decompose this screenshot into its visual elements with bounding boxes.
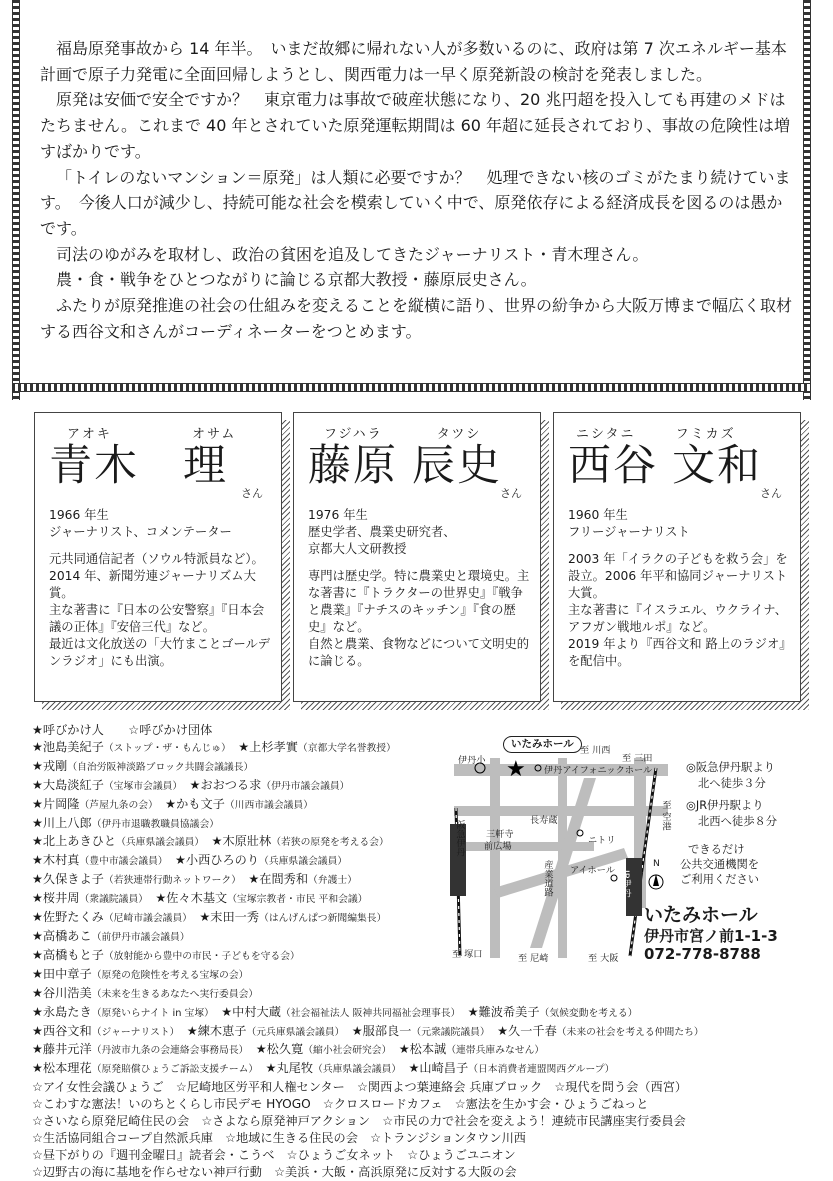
list-legend	[32, 722, 812, 739]
caller-name: ★高橋あこ	[32, 928, 92, 943]
caller-name: ★川上八郎	[32, 815, 92, 830]
caller-affiliation: （ジャーナリスト）	[91, 1026, 175, 1038]
reading-given: フミカズ	[675, 427, 736, 442]
group-row: ☆こわすな憲法！いのちとくらし市民デモ HYOGO ☆クロスロードカフェ ☆憲法を生かす会・ひょうごねっと	[32, 1097, 649, 1112]
caller-row	[32, 1041, 812, 1060]
statement-paragraph: 福島原発事故から 14 年半。 いまだ故郷に帰れない人が多数いるのに、政府は第 7 次エネルギー基本計画で原子力発電に全面回帰しようとし、関西電力は一早く原発新設の検討を発表しました。	[40, 39, 787, 84]
caller-affiliation: （兵庫県議会議員）	[259, 856, 348, 868]
caller-name: ★おおつる求	[189, 777, 262, 792]
caller-affiliation: （縮小社会研究会）	[303, 1045, 387, 1057]
caller-name: ★藤井元洋	[32, 1042, 92, 1057]
map-road	[490, 758, 500, 958]
map-label: 三軒寺	[486, 829, 514, 840]
honorific: さん	[500, 487, 522, 500]
family-name: 藤原	[308, 441, 398, 491]
caller-name: ★木原壯林	[211, 834, 272, 849]
caller-affiliation: （宝塚市会議員）	[103, 780, 178, 792]
caller-affiliation: （伊丹市退職教職員協議会）	[91, 818, 220, 830]
role-line: 京都大人文研教授	[308, 542, 407, 556]
caller-name: ★松久寛	[255, 1042, 304, 1057]
speaker-card-aoki	[34, 412, 282, 710]
caller-name: ★難波希美子	[467, 1004, 540, 1019]
venue-star-icon: ★	[506, 757, 526, 782]
venue-phone: 072-778-8788	[644, 945, 761, 963]
caller-row	[32, 1004, 812, 1023]
map-label: 至 川西	[580, 745, 611, 756]
map-label: 至 大阪	[588, 953, 619, 964]
birth-year: 1966 年生	[49, 508, 109, 522]
statement-paragraph: 原発は安価で安全ですか？ 東京電力は事故で破産状態になり、20 兆円超を投入しても再建のメドはたちません。これまで 40 年とされていた原発運転期間は 60 年超に延長されており、事故の危険性は増すばかりです。	[40, 90, 791, 161]
caller-affiliation: （放射能から豊中の市民・子どもを守る会）	[103, 950, 300, 962]
reading-family: アオキ	[67, 427, 112, 442]
caller-affiliation: （元兵庫県議会議員）	[246, 1026, 340, 1038]
caller-affiliation: （兵庫県議会議員）	[116, 837, 200, 849]
caller-affiliation: （芦屋九条の会）	[79, 799, 153, 811]
venue-name: いたみホール	[644, 904, 758, 926]
speaker-bio	[49, 507, 271, 670]
map-label: JR伊丹	[620, 870, 631, 898]
caller-name: ★西谷文和	[32, 1023, 92, 1038]
transit-note	[680, 842, 759, 887]
caller-name: ★佐々木基文	[155, 891, 228, 906]
speaker-card-nishitani	[553, 412, 801, 710]
caller-name: ★北上あきひと	[32, 834, 117, 849]
caller-name: ★丸尾牧	[265, 1061, 314, 1076]
caller-affiliation: （伊丹市議会議員）	[261, 780, 350, 792]
group-row: ☆生活協同組合コープ自然派兵庫 ☆地域に生きる住民の会 ☆トランジションタウン川西	[32, 1130, 526, 1145]
name-reading	[49, 423, 271, 441]
map-label: 至 三田	[622, 753, 653, 764]
caller-affiliation: （社会福祉法人 阪神共同福祉会理事長）	[280, 1007, 456, 1019]
statement-paragraph: 農・食・戦争をひとつながりに論じる京都大教授・藤原辰史さん。	[56, 270, 537, 290]
caller-name: ★久保きよ子	[32, 872, 104, 887]
reading-family: フジハラ	[324, 427, 383, 442]
caller-name: ★木村真	[32, 853, 80, 868]
role-line: 歴史学者、農業史研究者、	[308, 525, 456, 539]
caller-affiliation: （原発賠償ひょうご訴訟支援チーム）	[91, 1064, 254, 1076]
bio-line: 最近は文化放送の「大竹まことゴールデンラジオ」にも出演。	[49, 637, 271, 668]
caller-name: ★片岡隆	[32, 796, 80, 811]
caller-row	[32, 1060, 812, 1079]
honorific: さん	[760, 487, 782, 500]
legend-individual: ★呼びかけ人	[32, 723, 104, 737]
speaker-bio	[308, 507, 530, 670]
access-line: ◎阪急伊丹駅より	[686, 761, 775, 774]
caller-name: ★中村大蔵	[221, 1004, 281, 1019]
venue-info	[644, 903, 778, 963]
bio-line: 主な著書に『日本の公安警察』『日本会議の正体』『安倍三代』など。	[49, 603, 265, 634]
caller-name: ★永島たき	[32, 1004, 92, 1019]
caller-name: ★山崎昌子	[408, 1061, 469, 1076]
statement	[40, 36, 792, 344]
statement-paragraph: ふたりが原発推進の社会の仕組みを変えることを縦横に語り、世界の紛争から大阪万博まで幅広く取材する西谷文和さんがコーディネーターをつとめます。	[40, 296, 793, 341]
access-directions	[686, 760, 777, 830]
speaker-bio	[568, 507, 790, 670]
transit-line: できるだけ	[688, 843, 745, 856]
speaker-card-fujihara	[293, 412, 541, 710]
role-line: フリージャーナリスト	[568, 525, 690, 539]
caller-affiliation: （兵庫県議会議員）	[313, 1064, 397, 1076]
caller-name: ★桜井周	[32, 891, 80, 906]
caller-name: ★練木恵子	[186, 1023, 247, 1038]
map-label: 至 塚口	[452, 949, 483, 960]
speaker-name	[49, 441, 271, 491]
bio-line: 2019 年より『西谷文和 路上のラジオ』を配信中。	[568, 637, 786, 668]
access-line: ◎JR伊丹駅より	[686, 799, 764, 812]
caller-affiliation: （弁護士）	[308, 875, 357, 887]
caller-affiliation: （ストップ・ザ・もんじゅ）	[103, 742, 227, 754]
family-name: 西谷	[568, 441, 658, 491]
caller-affiliation: （尼崎市議会議員）	[103, 913, 188, 925]
bio-line: 自然と農業、食物などについて文明史的に論じる。	[308, 637, 530, 668]
caller-affiliation: （豊中市議会議員）	[79, 856, 163, 868]
bio-line: 専門は歴史学。特に農業史と環境史。主な著書に『トラクターの世界史』『戦争と農業』『ナチスのキッチン』『食の歴史』など。	[308, 569, 530, 634]
map-label: アイホール	[570, 865, 615, 876]
caller-name: ★かも文子	[165, 796, 225, 811]
speaker-name	[568, 441, 790, 491]
frame-left-border	[12, 0, 20, 400]
caller-name: ★池島美紀子	[32, 739, 104, 754]
caller-name: ★在間秀和	[248, 872, 309, 887]
access-line: 北西へ徒歩８分	[698, 815, 778, 828]
groups-list	[32, 1079, 812, 1180]
caller-affiliation: （丹波市九条の会連絡会事務局長）	[91, 1045, 244, 1057]
transit-line: 公共交通機関を	[680, 858, 760, 871]
caller-name: ★末田一秀	[199, 910, 260, 925]
map-label: N	[653, 858, 660, 869]
group-row: ☆アイ女性会議ひょうご ☆尼崎地区労平和人権センター ☆関西よつ葉連絡会 兵庫ブロック ☆現代を問う会（西宮）	[32, 1080, 688, 1095]
caller-name: ★戎剛	[32, 758, 68, 773]
reading-given: タツシ	[436, 427, 482, 442]
caller-name: ★上杉孝實	[238, 739, 298, 754]
caller-affiliation: （前伊丹市議会議員）	[91, 931, 190, 943]
caller-affiliation: （未来を生きるあなたへ実行委員会）	[91, 988, 259, 1000]
caller-name: ★松本誠	[398, 1042, 447, 1057]
transit-line: ご利用ください	[680, 873, 760, 886]
group-row: ☆辺野古の海に基地を作らせない神戸行動 ☆美浜・大飯・高浜原発に反対する大阪の会	[32, 1164, 517, 1179]
caller-name: ★佐野たくみ	[32, 910, 104, 925]
caller-name: ★久一千春	[497, 1023, 557, 1038]
map-label: 前広場	[484, 841, 512, 852]
caller-affiliation: （川西市議会議員）	[224, 799, 314, 811]
map-label: 至 尼崎	[518, 953, 549, 964]
caller-name: ★田中章子	[32, 966, 92, 981]
caller-affiliation: （原発の危険性を考える宝塚の会）	[91, 969, 249, 981]
venue-address: 伊丹市宮ノ前1-1-3	[644, 927, 778, 945]
honorific: さん	[241, 487, 263, 500]
reading-family: ニシタニ	[576, 427, 636, 442]
venue-bubble: いたみホール	[503, 736, 582, 753]
caller-affiliation: （気候変動を考える）	[539, 1007, 638, 1019]
role-line: ジャーナリスト、コメンテーター	[49, 525, 232, 539]
caller-affiliation: （はんげんぱつ新聞編集長）	[259, 913, 387, 925]
caller-affiliation: （衆議院議員）	[79, 894, 144, 906]
frame-right-border	[803, 0, 811, 400]
given-name: 辰史	[412, 441, 502, 491]
map-label: ニトリ	[588, 835, 616, 846]
caller-name: ★高橋もと子	[32, 947, 104, 962]
caller-affiliation: （原発いらナイト in 宝塚）	[91, 1007, 210, 1019]
birth-year: 1976 年生	[308, 508, 368, 522]
bio-line: 2003 年「イラクの子どもを救う会」を設立。2006 年平和協同ジャーナリスト大賞。	[568, 552, 788, 600]
caller-name: ★大島淡紅子	[32, 777, 104, 792]
caller-affiliation: （宝塚宗教者・市民 平和会議）	[227, 894, 368, 906]
birth-year: 1960 年生	[568, 508, 628, 522]
caller-affiliation: （元衆議院議員）	[411, 1026, 485, 1038]
caller-row	[32, 739, 812, 758]
map-label: 至 空港	[660, 800, 671, 831]
caller-name: ★谷川浩美	[32, 985, 92, 1000]
speaker-name	[308, 441, 530, 491]
given-name: 理	[183, 441, 228, 491]
caller-affiliation: （若狭の原発を考える会）	[271, 837, 389, 849]
access-line: 北へ徒歩３分	[698, 777, 766, 790]
caller-row	[32, 985, 812, 1004]
given-name: 文和	[672, 441, 762, 491]
statement-paragraph: 「トイレのないマンション＝原発」は人類に必要ですか？ 処理できない核のゴミがたまり続けています。 今後人口が減少し、持続可能な社会を模索していく中で、原発依存による経済成長を図るのは愚かです。	[40, 167, 791, 238]
name-reading	[568, 423, 790, 441]
map-label: 長寿蔵	[530, 815, 558, 826]
caller-affiliation: （未来の社会を考える仲間たち）	[556, 1026, 704, 1038]
caller-name: ★松本理花	[32, 1061, 92, 1076]
legend-group: ☆呼びかけ団体	[128, 723, 213, 737]
caller-row	[32, 1023, 812, 1042]
caller-affiliation: （京都大学名誉教授）	[297, 742, 396, 754]
map-label: 伊丹アイフォニックホール	[544, 765, 653, 776]
caller-affiliation: （連帯兵庫みなせん）	[446, 1045, 545, 1057]
map-label: 産業道路	[542, 860, 553, 897]
caller-row	[32, 966, 812, 985]
map-label: 阪急伊丹	[454, 820, 465, 857]
name-reading	[308, 423, 530, 441]
group-row: ☆昼下がりの『週刊金曜日』読者会・こうべ ☆ひょうご女ネット ☆ひょうごユニオン	[32, 1147, 516, 1162]
caller-name: ★服部良一	[351, 1023, 412, 1038]
group-row: ☆さいなら原発尼崎住民の会 ☆さよなら原発神戸アクション ☆市民の力で社会を変えよう！連続市民講座実行委員会	[32, 1114, 686, 1129]
reading-given: オサム	[192, 427, 237, 442]
statement-paragraph: 司法のゆがみを取材し、政治の貧困を追及してきたジャーナリスト・青木理さん。	[56, 244, 649, 264]
map-label: 伊丹小	[458, 755, 486, 766]
caller-affiliation: （日本消費者連盟関西グループ）	[468, 1064, 615, 1076]
bio-line: 元共同通信記者（ソウル特派員など）。2014 年、新聞労連ジャーナリズム大賞。	[49, 552, 264, 600]
bio-line: 主な著書に『イスラエル、ウクライナ、アフガン戦地ルポ』など。	[568, 603, 788, 634]
caller-affiliation: （若狭連帯行動ネットワーク）	[103, 875, 237, 887]
caller-name: ★小西ひろのり	[174, 853, 260, 868]
family-name: 青木	[49, 441, 139, 491]
caller-affiliation: （自治労阪神淡路ブロック共闘会議議長）	[67, 761, 254, 773]
frame-bottom-border	[12, 383, 810, 392]
